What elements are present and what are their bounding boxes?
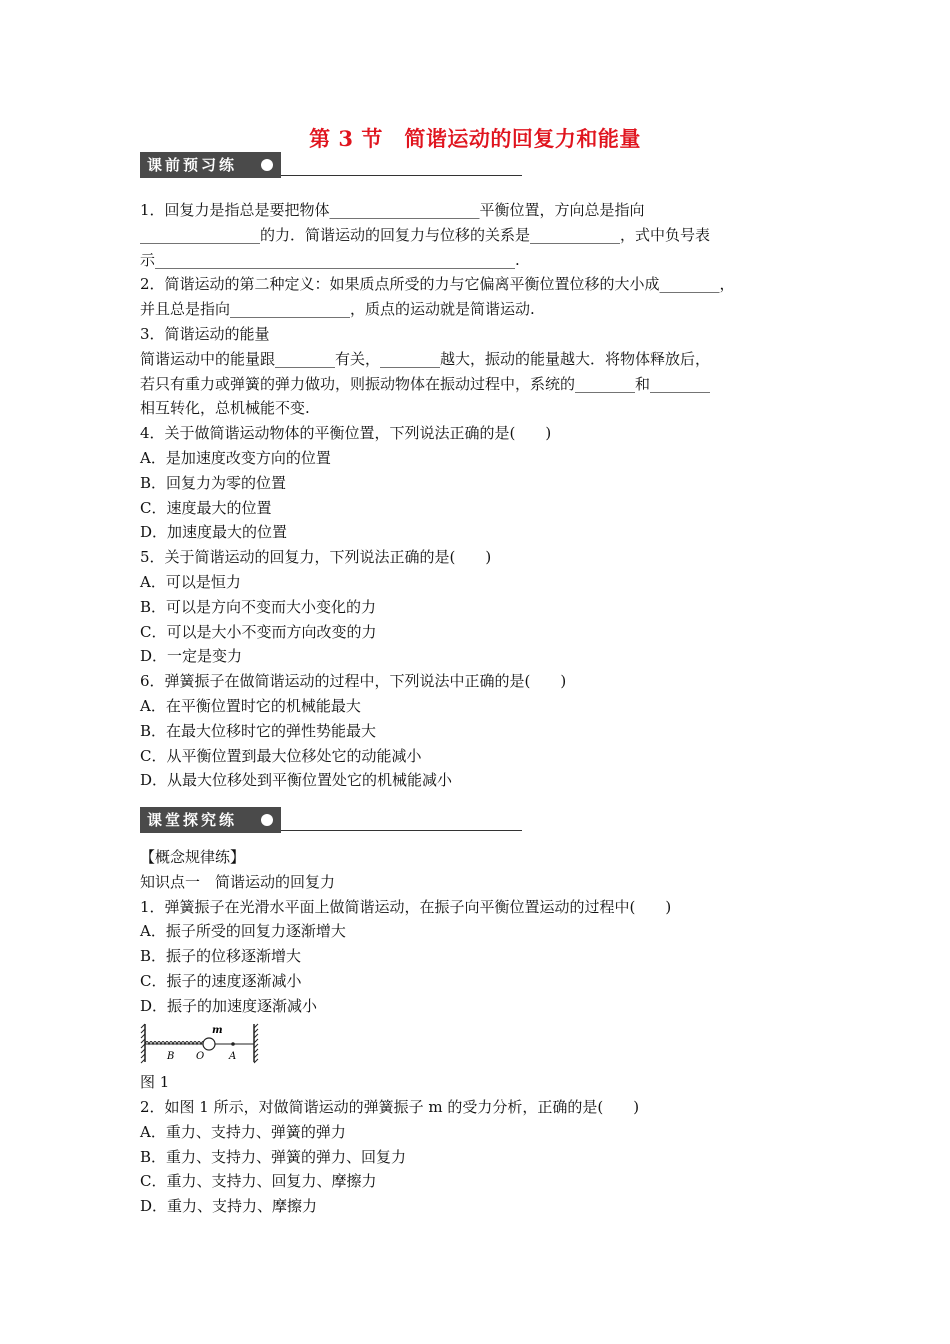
text-line: B．重力、支持力、弹簧的弹力、回复力 [140,1147,407,1166]
text-line: B．振子的位移逐渐增大 [140,947,302,966]
section-tab [140,152,281,178]
text-line: 2．如图 1 所示，对做简谐运动的弹簧振子 m 的受力分析，正确的是( ) [140,1098,640,1116]
section-header-classroom [140,807,522,833]
bullet-dot-icon [261,159,273,171]
text-line: 简谐运动中的能量跟________有关，________越大，振动的能量越大．将物体释放后， [140,349,711,368]
label-o: O [196,1051,205,1062]
text-line: D．从最大位移处到平衡位置处它的机械能减小 [140,771,453,790]
text-line: A．振子所受的回复力逐渐增大 [140,922,346,941]
page-title: 第 3 节 简谐运动的回复力和能量 [309,126,641,151]
text-line: B．在最大位移时它的弹性势能最大 [140,721,377,740]
text-line: ________________的力．简谐运动的回复力与位移的关系是____________，式中负号表 [140,225,711,244]
section-rule [281,830,522,831]
point-a-dot [231,1042,235,1046]
figure-caption: 图 1 [140,1073,170,1091]
text-line: D．加速度最大的位置 [140,523,288,542]
text-line: 1．弹簧振子在光滑水平面上做简谐运动，在振子向平衡位置运动的过程中( ) [140,897,672,916]
text-line: 【概念规律练】 [140,848,246,866]
text-line: 1．回复力是指总是要把物体____________________平衡位置，方向总是指向 [140,201,645,219]
spring-oscillator-figure [140,1022,262,1066]
text-line: C．振子的速度逐渐减小 [140,972,302,990]
bullet-dot-icon [261,814,273,826]
section-label: 课前预习练 [147,156,238,174]
section-tab [140,807,281,833]
spring-diagram [140,1022,262,1066]
text-line: A．是加速度改变方向的位置 [140,449,331,467]
text-line: A．重力、支持力、弹簧的弹力 [140,1122,346,1141]
text-line: C．从平衡位置到最大位移处它的动能减小 [140,746,422,765]
text-line: 若只有重力或弹簧的弹力做功，则振动物体在振动过程中，系统的________和________ [140,374,711,393]
ball-mass [203,1038,215,1050]
text-line: 2．简谐运动的第二种定义：如果质点所受的力与它偏离平衡位置位移的大小成________， [140,275,735,294]
text-line: 相互转化，总机械能不变. [140,399,310,418]
label-a: A [229,1051,237,1062]
text-line: 3．简谐运动的能量 [140,325,270,343]
text-line: 并且总是指向________________，质点的运动就是简谐运动. [140,300,535,319]
text-line: A．在平衡位置时它的机械能最大 [140,697,361,715]
section-rule [281,175,522,176]
text-line: 示________________________________________________. [140,250,520,269]
section-header-preview [140,152,522,178]
text-line: D．一定是变力 [140,647,243,666]
text-line: D．振子的加速度逐渐减小 [140,996,318,1015]
label-b: B [167,1051,175,1062]
text-line: B．回复力为零的位置 [140,473,287,492]
text-line: 知识点一 简谐运动的回复力 [140,872,336,891]
text-line: 4．关于做简谐运动物体的平衡位置，下列说法正确的是( ) [140,424,552,443]
text-line: B．可以是方向不变而大小变化的力 [140,597,377,616]
text-line: 6．弹簧振子在做简谐运动的过程中，下列说法中正确的是( ) [140,672,567,691]
text-line: C．速度最大的位置 [140,498,272,517]
text-line: D．重力、支持力、摩擦力 [140,1197,318,1216]
label-m: m [212,1025,223,1036]
text-line: A．可以是恒力 [140,573,241,591]
text-line: C．可以是大小不变而方向改变的力 [140,622,377,641]
text-line: C．重力、支持力、回复力、摩擦力 [140,1172,377,1191]
section-label: 课堂探究练 [147,811,238,829]
text-line: 5．关于简谐运动的回复力，下列说法正确的是( ) [140,548,492,567]
